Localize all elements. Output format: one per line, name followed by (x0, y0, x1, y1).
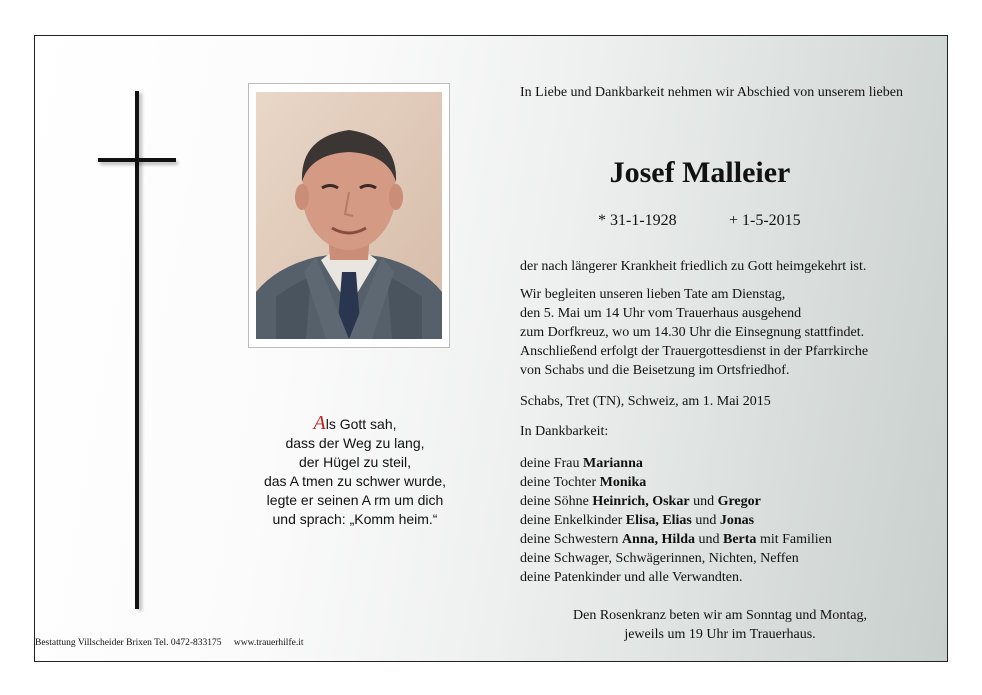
poem (235, 414, 475, 529)
portrait-illustration (256, 92, 442, 339)
closing-text (520, 606, 920, 644)
poem-line-6: und sprach: „Komm heim.“ (272, 511, 438, 527)
family-wife-prefix: deine Frau (520, 456, 583, 471)
cross-vertical-bar (135, 91, 139, 609)
deceased-name: Josef Malleier (609, 156, 791, 189)
family-grand-names-b: Jonas (719, 513, 755, 528)
footer-company: Bestattung Villscheider Brixen Tel. 0472-833175 (35, 638, 222, 648)
funeral-line-4: Anschließend erfolgt der Trauergottesdienst in der Pfarrkirche (520, 344, 869, 359)
family-wife (520, 454, 832, 473)
funeral-line-3: zum Dorfkreuz, wo um 14.30 Uhr die Einsegnung stattfindet. (520, 325, 865, 340)
family-daughter (520, 473, 832, 492)
intro-text: In Liebe und Dankbarkeit nehmen wir Abschied von unserem lieben (520, 85, 903, 100)
poem-line-1 (235, 414, 475, 434)
family-sisters-suffix: mit Familien (756, 532, 832, 547)
footer-website: www.trauerhilfe.it (233, 638, 304, 648)
poem-line-5: legte er seinen A rm um dich (266, 492, 444, 508)
place-date: Schabs, Tret (TN), Schweiz, am 1. Mai 2015 (520, 394, 771, 409)
family-sisters (520, 530, 832, 549)
family-daughter-name: Monika (599, 475, 647, 490)
thanks-heading: In Dankbarkeit: (520, 424, 609, 439)
portrait-photo (256, 92, 442, 339)
family-godchildren: deine Patenkinder und alle Verwandten. (520, 570, 743, 585)
death-date: + 1-5-2015 (729, 212, 801, 229)
family-wife-name: Marianna (582, 456, 643, 471)
family-grand-prefix: deine Enkelkinder (520, 513, 626, 528)
closing-line-2: jeweils um 19 Uhr im Trauerhaus. (624, 627, 816, 642)
funeral-details (520, 285, 868, 380)
poem-line-2: dass der Weg zu lang, (285, 435, 425, 451)
closing-line-1: Den Rosenkranz beten wir am Sonntag und Montag, (573, 608, 867, 623)
family-grand-names-a: Elisa, Elias (625, 513, 692, 528)
poem-line-1-text: ls Gott sah, (325, 416, 397, 432)
family-list (520, 454, 832, 587)
funeral-line-5: von Schabs und die Beisetzung im Ortsfriedhof. (520, 363, 790, 378)
family-inlaws: deine Schwager, Schwägerinnen, Nichten, Neffen (520, 551, 799, 566)
funeral-line-1: Wir begleiten unseren lieben Tate am Dienstag, (520, 287, 786, 302)
family-sons-and: und (689, 494, 718, 509)
family-sons-names-b: Gregor (717, 494, 761, 509)
family-grand-and: und (691, 513, 720, 528)
family-sisters-names-b: Berta (723, 532, 757, 547)
portrait-frame (248, 83, 450, 348)
family-daughter-prefix: deine Tochter (520, 475, 600, 490)
family-grandchildren (520, 511, 832, 530)
poem-initial-letter: A (313, 412, 326, 434)
family-sisters-names-a: Anna, Hilda (621, 532, 695, 547)
family-sons-prefix: deine Söhne (520, 494, 593, 509)
cross-horizontal-bar (98, 158, 176, 162)
family-sisters-prefix: deine Schwestern (520, 532, 622, 547)
poem-line-4: das A tmen zu schwer wurde, (263, 473, 447, 489)
obituary-card (34, 35, 948, 662)
passing-text: der nach längerer Krankheit friedlich zu Gott heimgekehrt ist. (520, 259, 867, 274)
poem-line-3: der Hügel zu steil, (298, 454, 412, 470)
family-sisters-and: und (695, 532, 723, 547)
footer (35, 638, 303, 648)
funeral-line-2: den 5. Mai um 14 Uhr vom Trauerhaus ausgehend (520, 306, 802, 321)
family-sons (520, 492, 832, 511)
family-sons-names-a: Heinrich, Oskar (592, 494, 690, 509)
birth-date: * 31-1-1928 (598, 212, 677, 229)
